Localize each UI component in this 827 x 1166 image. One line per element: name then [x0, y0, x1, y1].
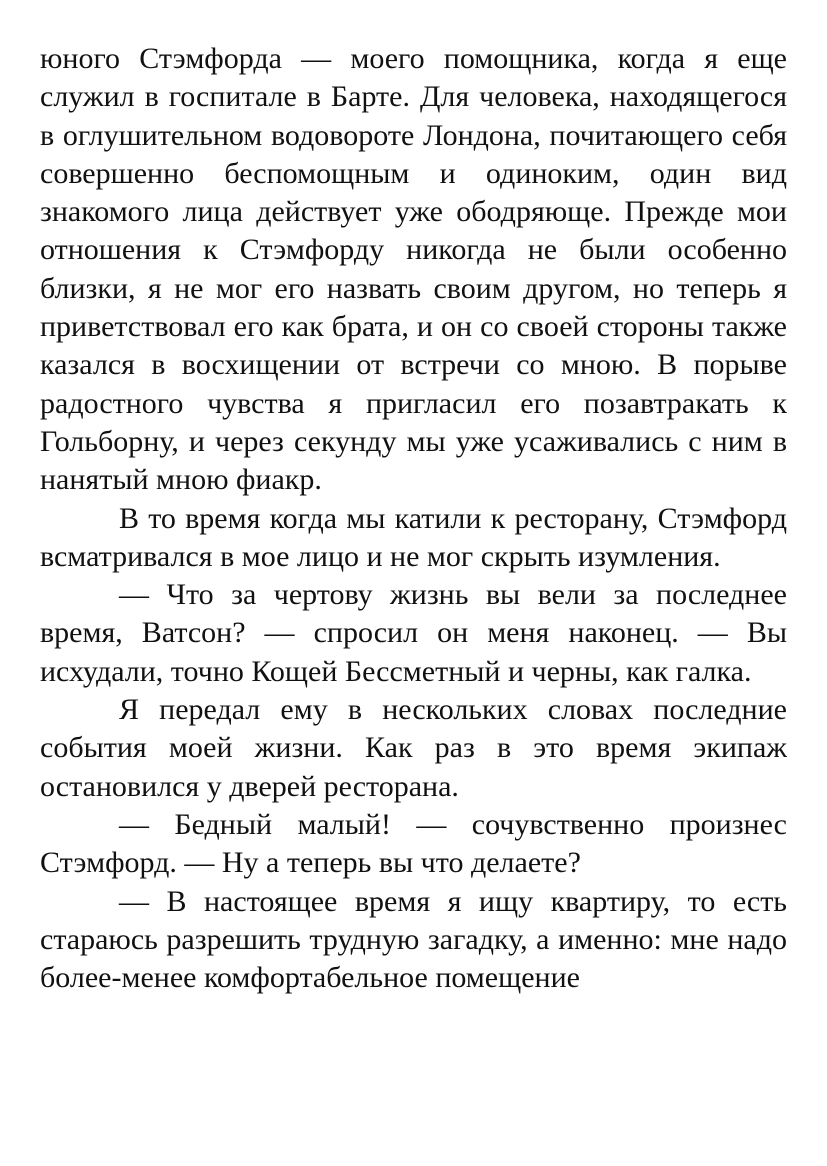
- paragraph-5: — Бедный малый! — сочувственно произнес Стэмфорд. — Ну а теперь вы что делаете?: [40, 807, 787, 880]
- paragraph-4: Я передал ему в нескольких словах последние события моей жизни. Как раз в это время экипаж остановился у дверей ресторана.: [40, 693, 787, 803]
- paragraph-6: — В настоящее время я ищу квартиру, то есть стараюсь разрешить трудную загадку, а именно: мне надо более-менее комфортабельное помещение: [40, 884, 787, 995]
- paragraph-1: юного Стэмфорда — моего помощника, когда я еще служил в госпитале в Барте. Для человека, находящегося в оглушительном водовороте Лондона, почитающего себя совершенно беспомощным и одиноким, один вид знакомого лица действует уже ободряюще. Прежде мои отношения к Стэмфорду никогда не были особенно близки, я не мог его назвать своим другом, но теперь я приветствовал его как брата, и он со своей стороны также казался в восхищении от встречи со мною. В порыве радостного чувства я пригласил его позавтракать к Гольборну, и через секунду мы уже усаживались с ним в нанятый мною фиакр.: [40, 42, 787, 497]
- paragraph-2: В то время когда мы катили к ресторану, Стэмфорд всматривался в мое лицо и не мог скрыть изумления.: [40, 501, 787, 573]
- book-page: [40, 40, 787, 997]
- paragraph-3: — Что за чертову жизнь вы вели за последнее время, Ватсон? — спросил он меня наконец. — Вы исхудали, точно Кощей Бессметный и черны, как галка.: [40, 578, 787, 688]
